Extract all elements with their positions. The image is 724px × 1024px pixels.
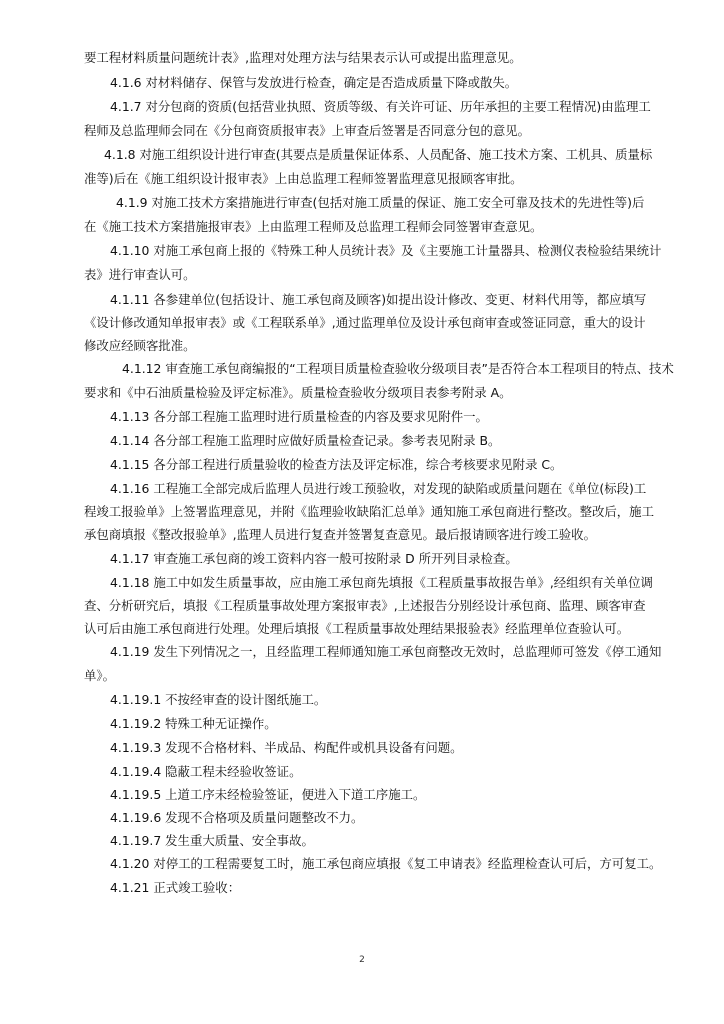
text-line: 4.1.20 对停工的工程需要复工时，施工承包商应填报《复工申请表》经监理检查认可后，方可复工。: [110, 856, 662, 871]
text-line: 4.1.9 对施工技术方案措施进行审查(包括对施工质量的保证、施工安全可靠及技术的先进性等)后: [116, 195, 645, 210]
text-line: 查、分析研究后，填报《工程质量事故处理方案报审表》,上述报告分别经设计承包商、监理、顾客审查: [84, 598, 646, 613]
text-line: 程师及总监理师会同在《分包商资质报审表》上审查后签署是否同意分包的意见。: [84, 123, 531, 138]
text-line: 认可后由施工承包商进行处理。处理后填报《工程质量事故处理结果报验表》经监理单位查验认可。: [84, 621, 630, 636]
text-line: 4.1.15 各分部工程进行质量验收的检查方法及评定标准，综合考核要求见附录 C。: [110, 457, 563, 472]
text-line: 4.1.6 对材料储存、保管与发放进行检查，确定是否造成质量下降或散失。: [110, 75, 518, 90]
text-line: 4.1.14 各分部工程施工监理时应做好质量检查记录。参考表见附录 B。: [110, 433, 501, 448]
text-line: 4.1.19.4 隐蔽工程未经验收签证。: [110, 764, 302, 779]
text-line: 4.1.19.5 上道工序未经检验签证，便进入下道工序施工。: [110, 787, 426, 802]
text-line: 4.1.19.3 发现不合格材料、半成品、构配件或机具设备有问题。: [110, 740, 463, 755]
text-line: 在《施工技术方案措施报审表》上由监理工程师及总监理工程师会同签署审查意见。: [84, 219, 543, 234]
text-line: 4.1.19.7 发生重大质量、安全事故。: [110, 833, 314, 848]
text-line: 程竣工报验单》上签署监理意见，并附《监理验收缺陷汇总单》通知施工承包商进行整改。整改后，施工: [84, 504, 654, 519]
text-line: 4.1.16 工程施工全部完成后监理人员进行竣工预验收，对发现的缺陷或质量问题在《单位(标段)工: [110, 481, 647, 496]
text-line: 表》进行审查认可。: [84, 267, 196, 282]
text-line: 准等)后在《施工组织设计报审表》上由总监理工程师签署监理意见报顾客审批。: [84, 171, 523, 186]
text-line: 《设计修改通知单报审表》或《工程联系单》,通过监理单位及设计承包商审查或签证同意，重大的设计: [84, 315, 646, 330]
text-line: 4.1.19.2 特殊工种无证操作。: [110, 716, 277, 731]
text-line: 4.1.12 审查施工承包商编报的“工程项目质量检查验收分级项目表”是否符合本工程项目的特点、技术: [122, 361, 674, 376]
text-line: 4.1.11 各参建单位(包括设计、施工承包商及顾客)如提出设计修改、变更、材料代用等，都应填写: [110, 292, 647, 307]
text-line: 修改应经顾客批准。: [84, 338, 196, 353]
text-line: 4.1.7 对分包商的资质(包括营业执照、资质等级、有关许可证、历年承担的主要工程情况)由监理工: [110, 99, 651, 114]
text-line: 4.1.17 审查施工承包商的竣工资料内容一般可按附录 D 所开列目录检查。: [110, 551, 518, 566]
text-line: 单》。: [84, 668, 115, 683]
text-line: 4.1.21 正式竣工验收：: [110, 880, 241, 895]
text-line: 4.1.19.1 不按经审查的设计图纸施工。: [110, 692, 327, 707]
text-line: 要工程材料质量问题统计表》,监理对处理方法与结果表示认可或提出监理意见。: [84, 50, 522, 65]
text-line: 4.1.13 各分部工程施工监理时进行质量检查的内容及要求见附件一。: [110, 409, 488, 424]
text-line: 要求和《中石油质量检验及评定标准》。质量检查验收分级项目表参考附录 A。: [84, 385, 512, 400]
text-line: 4.1.18 施工中如发生质量事故，应由施工承包商先填报《工程质量事故报告单》,经组织有关单位调: [110, 575, 653, 590]
text-line: 4.1.8 对施工组织设计进行审查(其要点是质量保证体系、人员配备、施工技术方案、工机具、质量标: [104, 147, 653, 162]
page-number: 2: [359, 955, 365, 965]
text-line: 承包商填报《整改报验单》,监理人员进行复查并签署复查意见。最后报请顾客进行竣工验收。: [84, 527, 596, 542]
text-line: 4.1.10 对施工承包商上报的《特殊工种人员统计表》及《主要施工计量器具、检测仪表检验结果统计: [110, 243, 662, 258]
text-line: 4.1.19 发生下列情况之一，且经监理工程师通知施工承包商整改无效时，总监理师可签发《停工通知: [110, 644, 662, 659]
text-line: 4.1.19.6 发现不合格项及质量问题整改不力。: [110, 810, 364, 825]
